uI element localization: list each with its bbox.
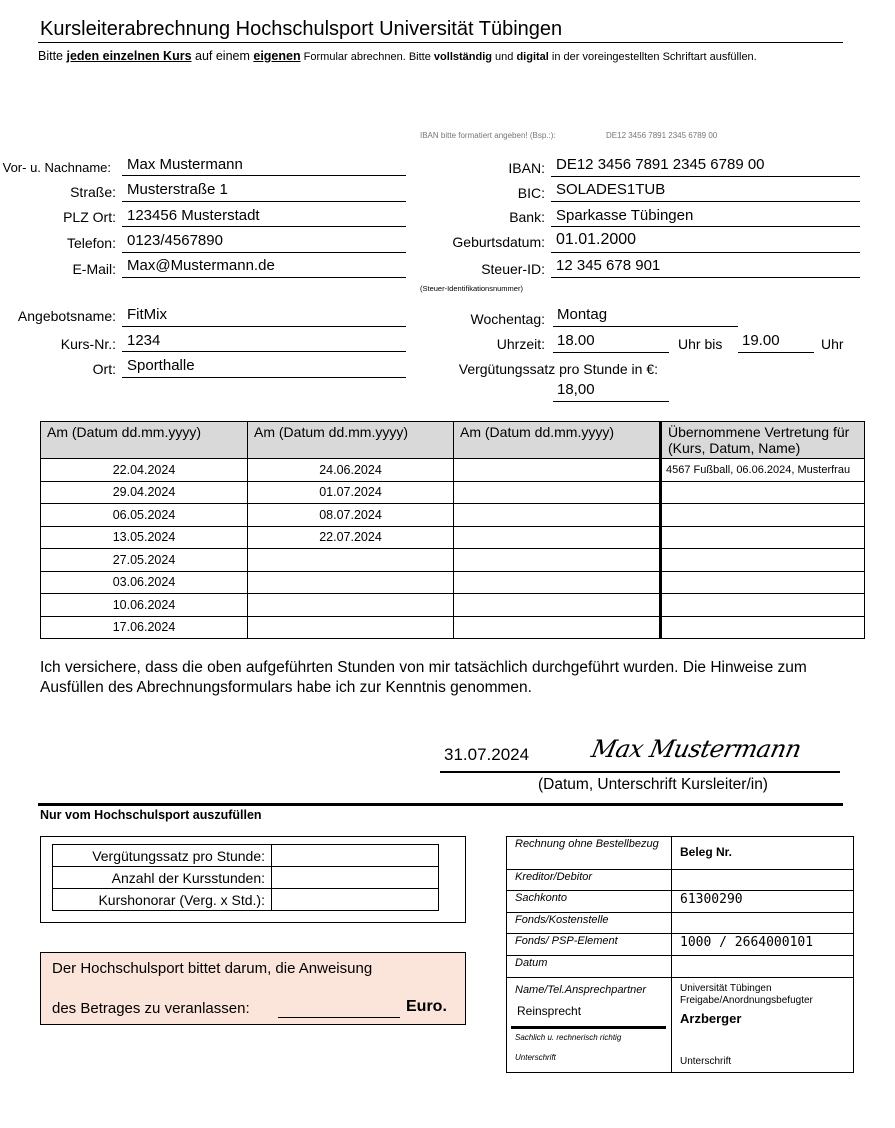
dob-underline: [551, 252, 860, 253]
signature-handwritten: Max Mustermann: [589, 735, 804, 763]
substitution-cell[interactable]: [661, 526, 865, 549]
street-label: Straße:: [70, 184, 116, 200]
substitution-cell[interactable]: 4567 Fußball, 06.06.2024, Musterfrau: [661, 459, 865, 482]
city-underline: [122, 226, 406, 227]
offer-field[interactable]: FitMix: [127, 306, 167, 323]
admin-label: Sachkonto: [507, 891, 672, 913]
iban-field[interactable]: DE12 3456 7891 2345 6789 00: [556, 156, 765, 173]
date-cell[interactable]: [454, 594, 661, 617]
date-col-header-2: Am (Datum dd.mm.yyyy): [248, 422, 454, 459]
date-cell[interactable]: [248, 616, 454, 639]
table-row: [507, 913, 854, 934]
email-label: E-Mail:: [72, 261, 116, 277]
instruction-emphasis: digital: [516, 51, 549, 63]
bic-field[interactable]: SOLADES1TUB: [556, 181, 666, 198]
date-cell[interactable]: [454, 526, 661, 549]
table-row: [41, 504, 865, 527]
place-underline: [122, 377, 406, 378]
rate-per-hour-field[interactable]: [272, 845, 439, 867]
table-row: [53, 889, 439, 911]
admin-label: Datum: [507, 956, 672, 978]
tax-note: (Steuer-Identifikationsnummer): [420, 284, 523, 293]
name-field[interactable]: Max Mustermann: [127, 156, 243, 173]
release-cell: [672, 978, 854, 1073]
signature-label: Unterschrift: [515, 1053, 556, 1062]
date-cell[interactable]: [248, 571, 454, 594]
street-underline: [122, 201, 406, 202]
tax-underline: [551, 277, 860, 278]
email-underline: [122, 277, 406, 278]
date-cell[interactable]: [454, 549, 661, 572]
receipt-nr-label: Beleg Nr.: [672, 837, 854, 870]
weekday-underline: [553, 326, 738, 327]
date-col-header-3: Am (Datum dd.mm.yyyy): [454, 422, 661, 459]
time-from-underline: [553, 352, 669, 353]
iban-example: DE12 3456 7891 2345 6789 00: [606, 131, 718, 140]
table-row: [507, 934, 854, 956]
table-row: [41, 481, 865, 504]
weekday-field[interactable]: Montag: [557, 306, 608, 323]
title-rule: [38, 42, 843, 43]
date-cell[interactable]: 08.07.2024: [248, 504, 454, 527]
substitution-cell[interactable]: [661, 571, 865, 594]
rate-per-hour-label: Vergütungssatz pro Stunde:: [53, 845, 272, 867]
place-field[interactable]: Sporthalle: [127, 357, 195, 374]
name-underline: [122, 175, 406, 176]
signature-label: Unterschrift: [680, 1056, 732, 1067]
bank-field[interactable]: Sparkasse Tübingen: [556, 207, 694, 224]
admin-value[interactable]: [672, 913, 854, 934]
table-row: [53, 867, 439, 889]
instruction-text: und: [491, 51, 517, 63]
admin-label: Fonds/ PSP-Element: [507, 934, 672, 956]
substitution-cell[interactable]: [661, 616, 865, 639]
tax-label: Steuer-ID:: [481, 261, 545, 277]
form-title: Kursleiterabrechnung Hochschulsport Universität Tübingen: [40, 18, 563, 40]
date-cell[interactable]: [454, 459, 661, 482]
place-label: Ort:: [92, 361, 116, 377]
rate-underline: [553, 401, 669, 402]
date-cell[interactable]: 22.07.2024: [248, 526, 454, 549]
signature-caption: (Datum, Unterschrift Kursleiter/in): [538, 776, 768, 793]
contact-rule: [511, 1026, 666, 1029]
table-row: [41, 571, 865, 594]
admin-value[interactable]: [672, 956, 854, 978]
contact-cell: [507, 978, 672, 1073]
iban-underline: [551, 176, 860, 177]
dates-table: [40, 421, 865, 639]
rate-field[interactable]: 18,00: [557, 381, 595, 398]
offer-label: Angebotsname:: [17, 308, 116, 324]
instructions: [38, 49, 757, 63]
date-cell[interactable]: 17.06.2024: [41, 616, 248, 639]
city-label: PLZ Ort:: [63, 209, 116, 225]
payment-request-line-2: des Betrages zu veranlassen:: [52, 1000, 250, 1017]
fee-field[interactable]: [272, 889, 439, 911]
payment-request-line-1: Der Hochschulsport bittet darum, die Anweisung: [52, 960, 373, 977]
rate-label: Vergütungssatz pro Stunde in €:: [458, 361, 658, 377]
table-row: [507, 978, 854, 1073]
admin-table: [506, 836, 854, 1073]
substitution-cell[interactable]: [661, 549, 865, 572]
table-row: [507, 837, 854, 870]
fee-label: Kurshonorar (Verg. x Std.):: [53, 889, 272, 911]
euro-label: Euro.: [406, 998, 447, 1015]
time-to-field[interactable]: 19.00: [742, 332, 780, 349]
release-name: Arzberger: [680, 1011, 742, 1026]
city-field[interactable]: 123456 Musterstadt: [127, 207, 260, 224]
date-cell[interactable]: [248, 549, 454, 572]
iban-label: IBAN:: [508, 160, 545, 176]
check-label: Sachlich u. rechnerisch richtig: [515, 1033, 622, 1042]
admin-label: Rechnung ohne Bestellbezug: [507, 837, 672, 870]
admin-value[interactable]: 61300290: [672, 891, 854, 913]
date-cell[interactable]: [248, 594, 454, 617]
date-cell[interactable]: [454, 481, 661, 504]
date-cell[interactable]: 13.05.2024: [41, 526, 248, 549]
university-label: Universität Tübingen: [680, 983, 772, 994]
substitution-cell[interactable]: [661, 504, 865, 527]
name-label: Vor- u. Nachname:: [2, 160, 111, 175]
release-label: Freigabe/Anordnungsbefugter: [680, 995, 813, 1006]
instruction-text: Bitte: [38, 49, 67, 63]
bank-label: Bank:: [509, 209, 545, 225]
date-col-header-1: Am (Datum dd.mm.yyyy): [41, 422, 248, 459]
table-row: [41, 526, 865, 549]
dob-field[interactable]: 01.01.2000: [556, 231, 637, 248]
bic-underline: [551, 201, 860, 202]
uhr-label: Uhr: [821, 336, 844, 352]
table-row: [507, 870, 854, 891]
bank-underline: [551, 226, 860, 227]
office-heading: Nur vom Hochschulsport auszufüllen: [40, 808, 262, 822]
date-cell[interactable]: 29.04.2024: [41, 481, 248, 504]
date-cell[interactable]: [454, 571, 661, 594]
uhr-bis-label: Uhr bis: [678, 336, 723, 352]
substitution-cell[interactable]: [661, 594, 865, 617]
bic-label: BIC:: [517, 185, 545, 201]
time-to-underline: [738, 352, 814, 353]
table-row: [41, 616, 865, 639]
admin-value[interactable]: 1000 / 2664000101: [672, 934, 854, 956]
instruction-emphasis: vollständig: [433, 51, 492, 63]
contact-label: Name/Tel.Ansprechpartner: [515, 984, 647, 996]
weekday-label: Wochentag:: [470, 311, 545, 327]
course-nr-label: Kurs-Nr.:: [60, 336, 116, 352]
phone-field[interactable]: 0123/4567890: [127, 232, 223, 249]
instruction-text: in der voreingestellten Schriftart ausfüllen.: [548, 51, 757, 63]
signature-date[interactable]: 31.07.2024: [444, 745, 530, 764]
office-divider: [38, 803, 843, 806]
table-row: [41, 594, 865, 617]
admin-value[interactable]: [672, 870, 854, 891]
date-cell[interactable]: [454, 504, 661, 527]
hours-count-label: Anzahl der Kursstunden:: [53, 867, 272, 889]
date-cell[interactable]: 27.05.2024: [41, 549, 248, 572]
dates-table-header: [41, 422, 865, 459]
iban-hint: IBAN bitte formatiert angeben! (Bsp.:):: [420, 131, 556, 140]
date-cell[interactable]: 24.06.2024: [248, 459, 454, 482]
substitution-cell[interactable]: [661, 481, 865, 504]
table-row: [41, 459, 865, 482]
date-cell[interactable]: 01.07.2024: [248, 481, 454, 504]
street-field[interactable]: Musterstraße 1: [127, 181, 228, 198]
tax-field[interactable]: 12 345 678 901: [556, 257, 661, 274]
dob-label: Geburtsdatum:: [452, 234, 545, 250]
phone-label: Telefon:: [66, 235, 116, 251]
email-field[interactable]: Max@Mustermann.de: [127, 257, 275, 274]
date-cell[interactable]: 22.04.2024: [41, 459, 248, 482]
admin-label: Fonds/Kostenstelle: [507, 913, 672, 934]
substitution-col-header: Übernommene Vertretung für (Kurs, Datum, Name): [661, 422, 865, 459]
instruction-text: auf einem: [191, 49, 254, 63]
admin-label: Kreditor/Debitor: [507, 870, 672, 891]
course-nr-field[interactable]: 1234: [127, 332, 161, 349]
phone-underline: [122, 252, 406, 253]
time-label: Uhrzeit:: [496, 336, 545, 352]
amount-field[interactable]: [278, 1000, 400, 1018]
time-from-field[interactable]: 18.00: [557, 332, 595, 349]
instruction-emphasis: jeden einzelnen Kurs: [66, 49, 192, 63]
instruction-text: Formular abrechnen. Bitte: [300, 51, 434, 63]
date-cell[interactable]: 06.05.2024: [41, 504, 248, 527]
signature-line: [440, 771, 840, 773]
date-cell[interactable]: 10.06.2024: [41, 594, 248, 617]
table-row: [507, 956, 854, 978]
date-cell[interactable]: 03.06.2024: [41, 571, 248, 594]
course-nr-underline: [122, 351, 406, 352]
offer-underline: [122, 326, 406, 327]
hours-count-field[interactable]: [272, 867, 439, 889]
fee-table: [52, 844, 439, 911]
table-row: [41, 549, 865, 572]
instruction-emphasis: eigenen: [253, 49, 301, 63]
contact-name: Reinsprecht: [517, 1004, 582, 1018]
declaration-text: Ich versichere, dass die oben aufgeführten Stunden von mir tatsächlich durchgeführt wurden. Die Hinweise zum Ausfüllen des Abrechnungsformulars habe ich zur Kenntnis genommen.: [40, 659, 807, 696]
date-cell[interactable]: [454, 616, 661, 639]
table-row: [507, 891, 854, 913]
table-row: [53, 845, 439, 867]
